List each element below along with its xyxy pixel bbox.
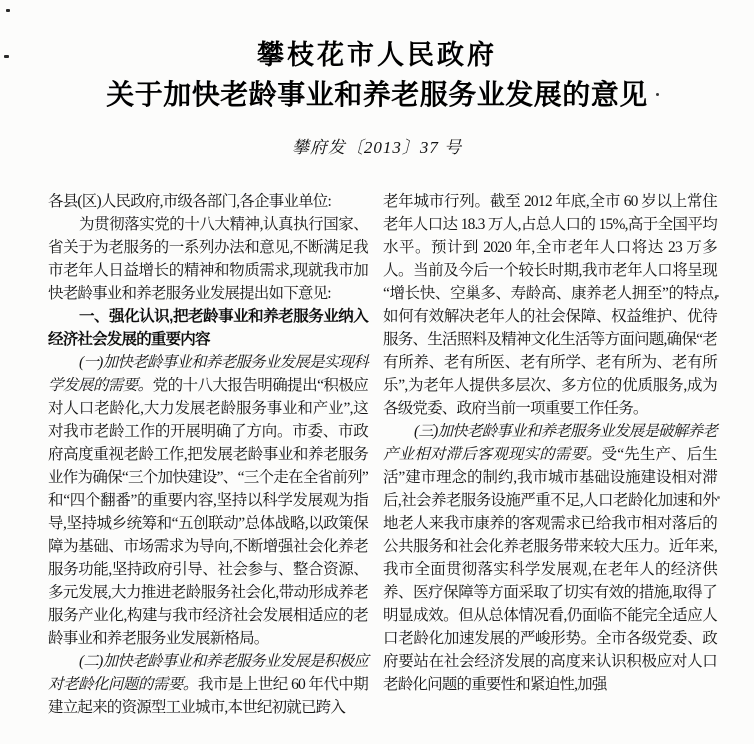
- paragraph-2-continued: 老年城市行列。截至 2012 年底,全市 60 岁以上常住老年人口达 18.3 万人,占总人口的 15%,高于全国平均水平。预计到 2020 年,全市老年人口将达 23 万多人。当前及今后一个较长时期,我市老年人口将呈现“增长快、空巢多、寿龄高、康养老人拥至”的特点,如何有效解决老年人的社会保障、权益维护、优待服务、生活照料及精神文化生活等方面问题,确保“老有所养、老有所医、老有所学、老有所为、老有所乐”,为老年人提供多层次、多方位的优质服务,成为各级党委、政府当前一项重要工作任务。: [383, 193, 717, 417]
- salutation-line: 各县(区)人民政府,市级各部门,各企事业单位:: [48, 193, 331, 210]
- paragraph-3-lead: (三)加快老龄事业和养老服务业发展是破解养老产业相对滞后客观现实的需要。: [383, 423, 717, 463]
- document-number: 攀府发〔2013〕37 号: [291, 138, 463, 157]
- paragraph-2-lead: (二)加快老龄事业和养老服务业发展是积极应对老龄化问题的需要。: [48, 653, 368, 693]
- paragraph-1-lead: (一)加快老龄事业和养老服务业发展是实现科学发展的需要。: [48, 354, 368, 394]
- intro-paragraph: 为贯彻落实党的十八大精神,认真执行国家、省关于为老服务的一系列办法和意见,不断满足我市老年人日益增长的精神和物质需求,现就我市加快老龄事业和养老服务业发展提出如下意见:: [48, 216, 368, 302]
- paragraph-1: [48, 351, 368, 650]
- scan-speck: [6, 9, 10, 12]
- body-column-left: [48, 190, 368, 719]
- paragraph-1-text: 党的十八大报告明确提出“积极应对人口老龄化,大力发展老龄服务事业和产业”,这对我市老龄工作的开展明确了方向。市委、市政府高度重视老龄工作,把发展老龄事业和养老服务业作为确保“三个加快建设”、“三个走在全省前列”和“四个翻番”的重要内容,坚持以科学发展观为指导,坚持城乡统筹和“五创联动”总体战略,以政策保障为基础、市场需求为导向,不断增强社会化养老服务功能,坚持政府引导、社会参与、整合资源、多元发展,大力推进老龄服务社会化,带动形成养老服务产业化,构建与我市经济社会发展相适应的老龄事业和养老服务业发展新格局。: [48, 377, 368, 647]
- paragraph-2-start: [48, 650, 368, 719]
- document-title-line1: 攀枝花市人民政府: [257, 40, 497, 70]
- paragraph-2-text-start: 我市是上世纪 60 年代中期建立起来的资源型工业城市,本世纪初就已跨入: [48, 676, 368, 716]
- document-title-line2: 关于加快老龄事业和养老服务业发展的意见: [106, 80, 648, 111]
- paragraph-3-text: 受“先生产、后生活”建市理念的制约,我市城市基础设施建设相对滞后,社会养老服务设施严重不足,人口老龄化加速和外地老人来我市康养的客观需求已给我市相对落后的公共服务和社会化养老服务带来较大压力。近年来,我市全面贯彻落实科学发展观,在老年人的经济供养、医疗保障等方面采取了切实有效的措施,取得了明显成效。但从总体情况看,仍面临不能完全适应人口老龄化加速发展的严峻形势。全市各级党委、政府要站在社会经济发展的高度来认识积极应对人口老龄化问题的重要性和紧迫性,加强: [383, 446, 717, 693]
- body-column-right: [383, 190, 717, 696]
- paragraph-3: [383, 420, 717, 696]
- scan-speck: [717, 496, 720, 499]
- section-1-heading: 一、强化认识,把老龄事业和养老服务业纳入经济社会发展的重要内容: [48, 308, 368, 348]
